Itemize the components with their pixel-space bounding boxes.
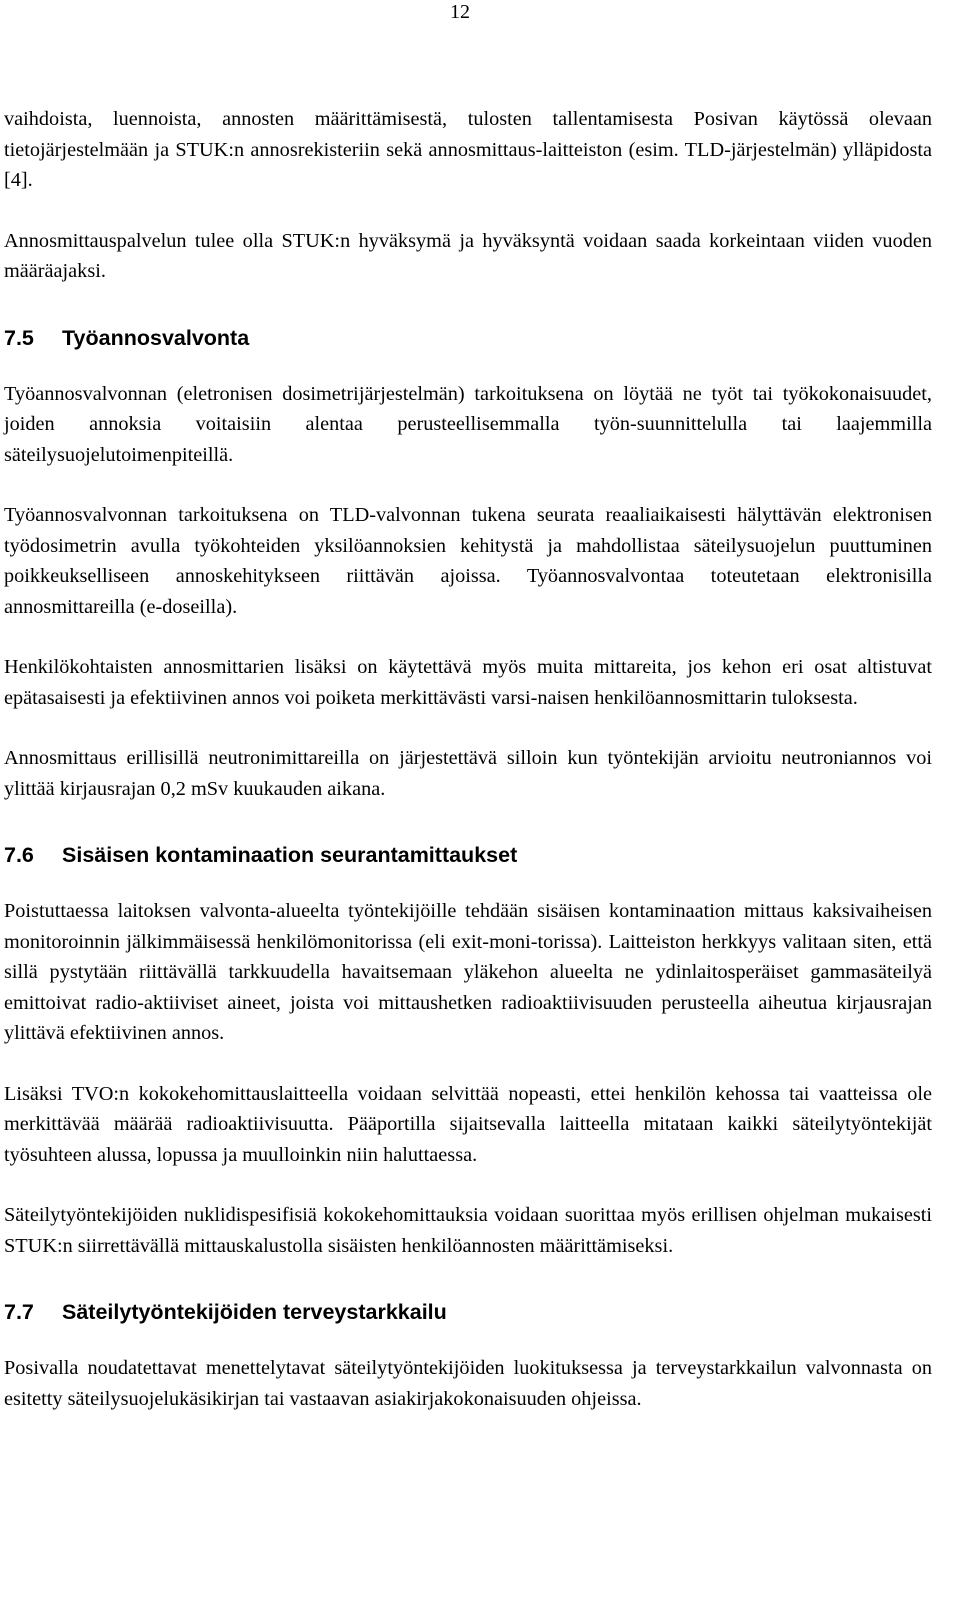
s75-paragraph-1: Työannosvalvonnan (eletronisen dosimetrijärjestelmän) tarkoituksena on löytää ne työt tai työkokonaisuudet, joiden annoksia voitaisiin alentaa perusteellisemmalla työn-suunnittelulla tai laajemmilla säteilysuojelutoimenpiteillä. (4, 382, 932, 466)
section-number: 7.5 (4, 325, 34, 350)
intro-paragraph-1: vaihdoista, luennoista, annosten määrittämisestä, tulosten tallentamisesta Posivan käytössä olevaan tietojärjestelmään ja STUK:n annosrekisteriin sekä annosmittaus-laitteiston (esim. TLD-järjestelmän) ylläpidosta [4]. (4, 108, 932, 191)
intro-paragraph-2: Annosmittauspalvelun tulee olla STUK:n hyväksymä ja hyväksyntä voidaan saada korkeintaan viiden vuoden määräajaksi. (4, 229, 932, 282)
s76-paragraph-2: Lisäksi TVO:n kokokehomittauslaitteella voidaan selvittää nopeasti, ettei henkilön kehossa tai vaatteissa ole merkittävää määrää radioaktiivisuutta. Pääportilla sijaitsevalla laitteella mitataan kaikki säteilytyöntekijät työsuhteen alussa, lopussa ja muulloinkin niin haluttaessa. (4, 1082, 932, 1166)
section-number: 7.6 (4, 843, 34, 867)
section-heading-7-6 (4, 840, 932, 870)
s76-paragraph-1: Poistuttaessa laitoksen valvonta-alueelta työntekijöille tehdään sisäisen kontaminaation mittaus kaksivaiheisen monitoroinnin jälkimmäisessä henkilömonitorissa (eli exit-moni-torissa). Laitteiston herkkyys valitaan siten, että sillä pystytään riittävällä tarkkuudella havaitsemaan yläkehon alueelta ne ydinlaitosperäiset gammasäteilyä emittoivat radio-aktiiviset aineet, joista voi mittaushetken radioaktiivisuuden perusteella aiheutua kirjausrajan ylittävä efektiivinen annos. (4, 900, 932, 1044)
s75-paragraph-4: Annosmittaus erillisillä neutronimittareilla on järjestettävä silloin kun työntekijän arvioitu neutroniannos voi ylittää kirjausrajan 0,2 mSv kuukauden aikana. (4, 747, 932, 800)
s75-paragraph-3: Henkilökohtaisten annosmittarien lisäksi on käytettävä myös muita mittareita, jos kehon eri osat altistuvat epätasaisesti ja efektiivinen annos voi poiketa merkittävästi varsi-naisen henkilöannosmittarin tuloksesta. (4, 656, 932, 709)
section-title: Säteilytyöntekijöiden terveystarkkailu (62, 1300, 447, 1324)
s77-paragraph-1: Posivalla noudatettavat menettelytavat säteilytyöntekijöiden luokituksessa ja terveystarkkailun valvonnasta on esitetty säteilysuojelukäsikirjan tai vastaavan asiakirjakokonaisuuden ohjeissa. (4, 1357, 932, 1410)
section-title: Työannosvalvonta (62, 325, 250, 350)
s76-paragraph-3: Säteilytyöntekijöiden nuklidispesifisiä kokokehomittauksia voidaan suorittaa myös erillisen ohjelman mukaisesti STUK:n siirrettävällä mittauskalustolla sisäisten henkilöannosten määrittämiseksi. (4, 1204, 932, 1257)
section-title: Sisäisen kontaminaation seurantamittaukset (62, 843, 518, 867)
s75-paragraph-2: Työannosvalvonnan tarkoituksena on TLD-valvonnan tukena seurata reaaliaikaisesti hälyttävän elektronisen työdosimetrin avulla työkohteiden yksilöannoksien kehitystä ja mahdollistaa säteilysuojelun puuttuminen poikkeukselliseen annoskehitykseen riittävän ajoissa. Työannosvalvontaa toteutetaan elektronisilla annosmittareilla (e-doseilla). (4, 504, 932, 618)
section-heading-7-5 (4, 323, 932, 353)
page-content (4, 104, 932, 1414)
section-number: 7.7 (4, 1300, 34, 1324)
page-number: 12 (450, 1, 470, 23)
section-heading-7-7 (4, 1297, 932, 1327)
